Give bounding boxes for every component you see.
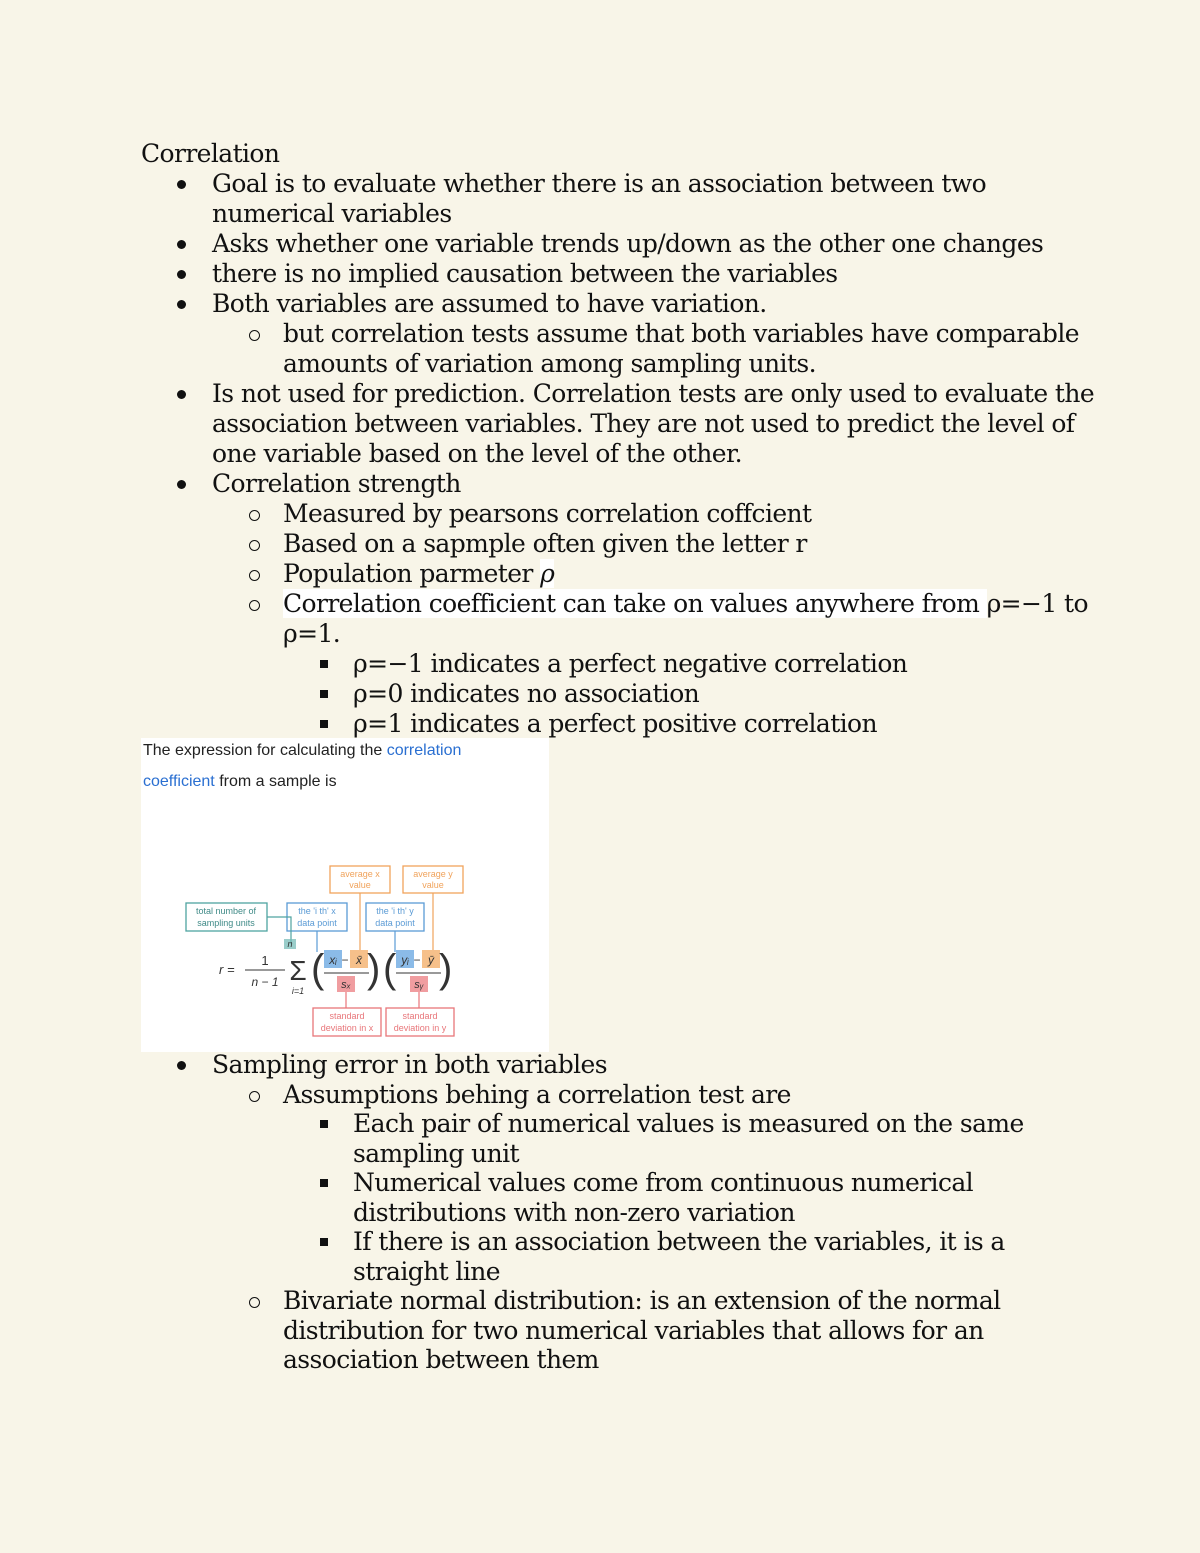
list-item-text: Numerical values come from continuous numerical <box>353 1168 974 1197</box>
sub-sub-list-item <box>141 1168 1061 1198</box>
bullet-ring-icon <box>249 1297 260 1308</box>
list-item-text: Correlation coefficient can take on values anywhere from <box>283 589 987 618</box>
list-item-text: Both variables are assumed to have variation. <box>212 289 767 318</box>
sub-list-item <box>141 499 1061 529</box>
bullet-ring-icon <box>249 570 260 581</box>
sub-sub-list-item-continuation: straight line <box>353 1256 500 1286</box>
sd-y-label: standard <box>402 1011 438 1021</box>
sd-y-label: deviation in y <box>393 1023 447 1033</box>
sub-list-item <box>141 1080 1061 1110</box>
list-item-text: Bivariate normal distribution: is an extension of the normal <box>283 1286 1001 1315</box>
figure-caption-line1 <box>143 741 461 761</box>
average-y-label: average y <box>413 869 453 879</box>
list-item <box>141 289 1061 319</box>
list-item-text: there is no implied causation between the variables <box>212 259 838 288</box>
sd-x-label: deviation in x <box>320 1023 374 1033</box>
list-item-continuation: association between variables. They are not used to predict the level of <box>212 409 1075 438</box>
rho-expression: ρ=0 <box>353 679 403 708</box>
sub-list-item <box>141 529 1061 559</box>
eq-sx: sₓ <box>341 979 351 991</box>
correlation-formula-figure <box>141 738 549 1052</box>
bullet-dot-icon <box>177 390 186 399</box>
sub-sub-list-item-continuation: sampling unit <box>353 1138 519 1168</box>
bullet-ring-icon <box>249 330 260 341</box>
ith-x-label: data point <box>297 918 337 928</box>
eq-xi: xᵢ <box>329 953 337 967</box>
sub-sub-list-item <box>141 1109 1061 1139</box>
eq-numerator: 1 <box>261 953 269 968</box>
sub-list-item <box>141 319 1079 349</box>
list-item-text: Each pair of numerical values is measured on the same <box>353 1109 1024 1138</box>
list-item-text: indicates no association <box>402 679 700 708</box>
list-item-continuation: numerical variables <box>212 199 452 228</box>
bullet-square-icon <box>320 660 328 668</box>
list-item-continuation: one variable based on the level of the other. <box>212 439 742 468</box>
rho-expression: ρ=−1 <box>986 589 1057 618</box>
average-y-label: value <box>422 880 444 890</box>
ith-y-label: data point <box>375 918 415 928</box>
bullet-ring-icon <box>249 540 260 551</box>
bullet-square-icon <box>320 1179 328 1187</box>
minus-sign: − <box>413 953 421 967</box>
list-item-text: to <box>1056 589 1088 618</box>
eq-sy: sᵧ <box>414 979 424 991</box>
average-x-label: value <box>349 880 371 890</box>
bullet-dot-icon <box>177 300 186 309</box>
list-item-text: Assumptions behing a correlation test are <box>283 1079 791 1109</box>
list-item-text: Based on a sapmple often given the letter r <box>283 529 807 558</box>
list-item-text: Population parmeter <box>283 559 541 588</box>
list-item-text: If there is an association between the variables, it is a <box>353 1227 1005 1256</box>
list-item <box>141 169 1061 199</box>
correlation-link[interactable]: correlation <box>386 742 462 759</box>
total-number-label: total number of <box>195 906 257 916</box>
sub-list-item <box>141 589 1088 619</box>
list-item-text: Goal is to evaluate whether there is an association between two <box>212 169 987 198</box>
list-item <box>141 259 1061 289</box>
bullet-ring-icon <box>249 600 260 611</box>
list-item-text: indicates a perfect negative correlation <box>423 649 908 678</box>
average-x-label: average x <box>340 869 380 879</box>
sd-x-label: standard <box>329 1011 365 1021</box>
list-item-text: Measured by pearsons correlation coffcient <box>283 499 812 528</box>
minus-sign: − <box>341 953 349 967</box>
left-paren-icon: ( <box>311 947 325 991</box>
list-item-text: Asks whether one variable trends up/down as the other one changes <box>212 229 1044 258</box>
right-paren-icon: ) <box>367 947 381 991</box>
bullet-square-icon <box>320 1238 328 1246</box>
eq-denominator: n − 1 <box>251 975 279 989</box>
eq-index: i=1 <box>291 986 305 996</box>
formula-diagram <box>141 856 549 1052</box>
total-number-label: sampling units <box>197 918 255 928</box>
bullet-dot-icon <box>177 1061 186 1070</box>
list-item <box>141 1050 1061 1080</box>
rho-expression: ρ=−1 <box>353 649 424 678</box>
eq-n: n <box>287 939 293 949</box>
sub-sub-list-item <box>141 1227 1061 1257</box>
bullet-dot-icon <box>177 480 186 489</box>
bullet-square-icon <box>320 720 328 728</box>
sub-list-item-continuation: distribution for two numerical variables that allows for an <box>283 1315 984 1345</box>
list-item-text: but correlation tests assume that both variables have comparable <box>283 319 1079 348</box>
list-item-text: Is not used for prediction. Correlation tests are only used to evaluate the <box>212 379 1095 408</box>
sigma-icon: Σ <box>289 955 307 986</box>
caption-text: The expression for calculating the <box>143 742 387 759</box>
bullet-ring-icon <box>249 510 260 521</box>
bullet-square-icon <box>320 1120 328 1128</box>
bullet-dot-icon <box>177 180 186 189</box>
bullet-square-icon <box>320 690 328 698</box>
ith-x-label: the 'i th' x <box>298 906 336 916</box>
document-body <box>141 139 1095 739</box>
rho-symbol: ρ <box>540 559 555 588</box>
sub-list-item-continuation: association between them <box>283 1345 599 1374</box>
sub-list-item-continuation: ρ=1. <box>283 619 341 648</box>
rho-expression: ρ=1 <box>353 709 403 738</box>
list-item <box>141 379 1095 409</box>
bullet-dot-icon <box>177 270 186 279</box>
sub-list-item <box>141 1286 1061 1316</box>
page-title: Correlation <box>141 139 280 168</box>
eq-ybar: ȳ <box>428 953 434 967</box>
coefficient-link[interactable]: coefficient <box>143 773 215 790</box>
list-item-text: Correlation strength <box>212 469 461 498</box>
sub-sub-list-item <box>141 709 1061 739</box>
list-item-text: indicates a perfect positive correlation <box>402 709 878 738</box>
sub-sub-list-item <box>141 679 1061 709</box>
list-item-text: Sampling error in both variables <box>212 1050 607 1079</box>
ith-y-label: the 'i th' y <box>376 906 414 916</box>
right-paren-icon: ) <box>439 947 453 991</box>
figure-caption-line2 <box>143 772 337 792</box>
document-body-continued <box>141 1050 1061 1375</box>
sub-sub-list-item-continuation: distributions with non-zero variation <box>353 1197 795 1227</box>
sub-list-item-continuation: amounts of variation among sampling units. <box>283 349 816 378</box>
list-item <box>141 469 1061 499</box>
eq-xbar: x̄ <box>356 953 362 967</box>
sub-sub-list-item <box>141 649 1061 679</box>
sub-list-item <box>141 559 1061 589</box>
eq-r: r = <box>219 962 235 977</box>
eq-yi: yᵢ <box>401 953 409 967</box>
bullet-dot-icon <box>177 240 186 249</box>
left-paren-icon: ( <box>383 947 397 991</box>
bullet-ring-icon <box>249 1091 260 1102</box>
list-item <box>141 229 1061 259</box>
caption-text: from a sample is <box>214 773 337 790</box>
